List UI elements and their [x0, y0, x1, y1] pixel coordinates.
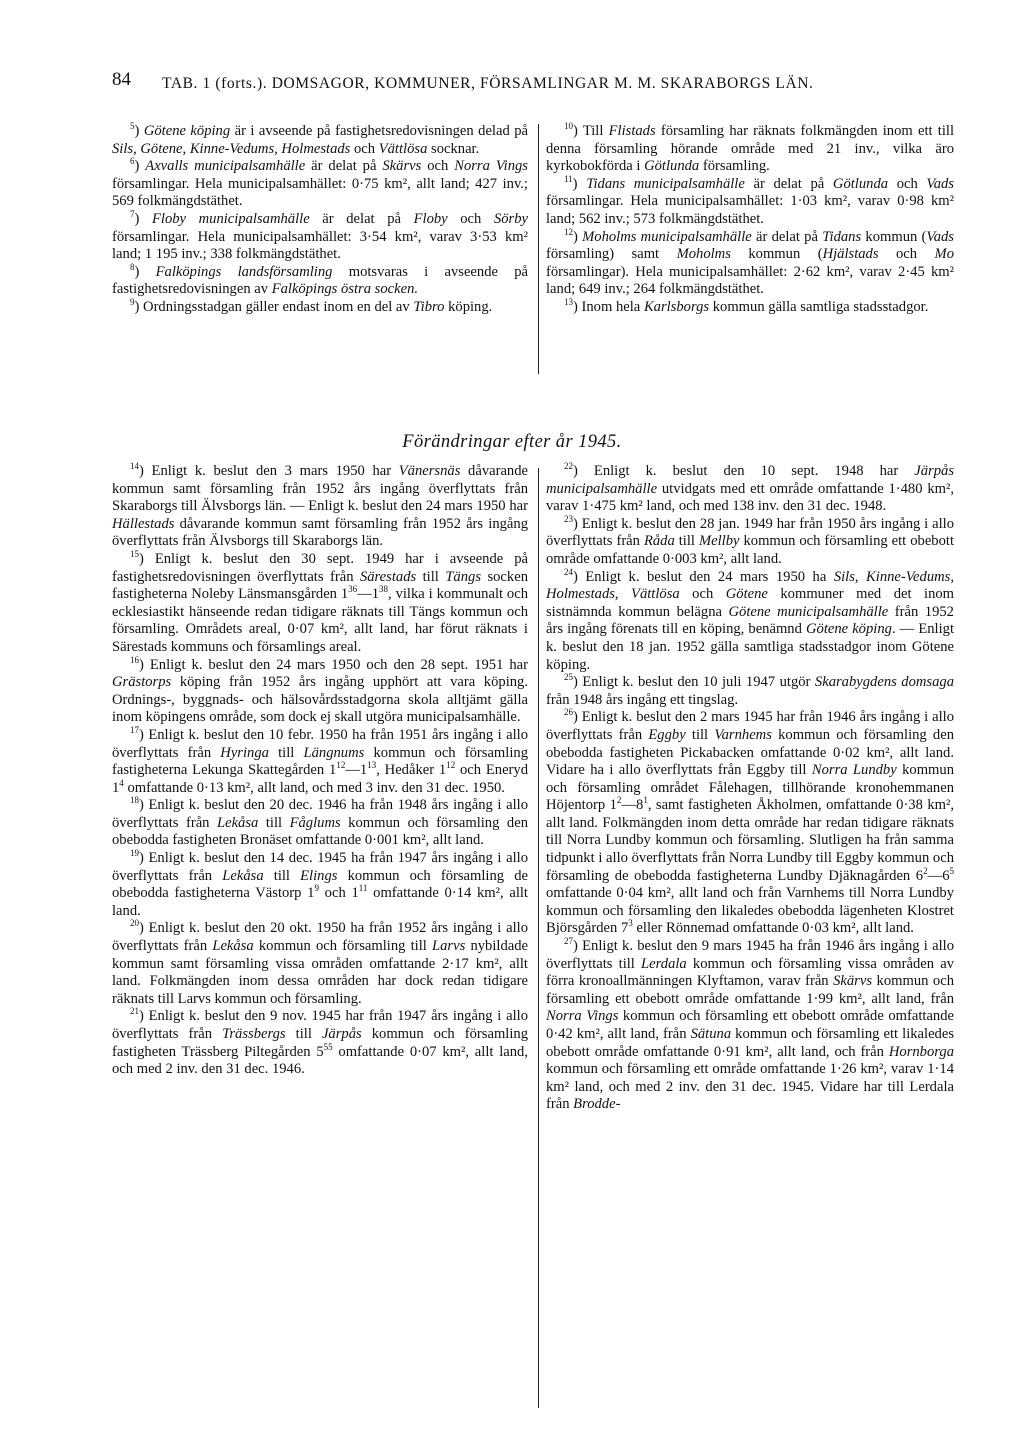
footnote-10: $^{10}$) Till Flistads församling har räknats folkmängden inom ett till denna församling hörande område med 21 inv., vilka äro kyrkobokförda i Götlunda församling.: [546, 121, 954, 175]
footnote-18: $^{18}$) Enligt k. beslut den 20 dec. 1946 ha från 1948 års ingång i allo överflyttats från Lekåsa till Fåglums kommun och församling den obebodda fastigheten Bronäset omfattande 0·001 km², allt land.: [112, 795, 528, 849]
page-header: [112, 69, 932, 99]
footnote-21: $^{21}$) Enligt k. beslut den 9 nov. 1945 har från 1947 års ingång i allo överflyttats från Trässbergs till Järpås kommun och församling fastigheten Trässberg Piltegården 5$^{55}$ omfattande 0·07 km², allt land, och med 2 inv. den 31 dec. 1946.: [112, 1006, 529, 1078]
footnote-19: $^{19}$) Enligt k. beslut den 14 dec. 1945 ha från 1947 års ingång i allo överflyttats från Lekåsa till Elings kommun och församling de obebodda fastigheterna Västorp 1$^9$ och 1$^{11}$ omfattande 0·14 km², allt land.: [112, 848, 528, 919]
footnote-14: $^{14}$) Enligt k. beslut den 3 mars 1950 har Vänersnäs dåvarande kommun samt församling från 1952 års ingång överflyttats från Skaraborgs till Älvsborgs län. — Enligt k. beslut den 24 mars 1950 har Hällestads dåvarande kommun samt församling från 1952 års ingång överflyttats från Älvsborgs till Skaraborgs län.: [112, 461, 528, 550]
footnote-24: $^{24}$) Enligt k. beslut den 24 mars 1950 ha Sils, Kinne-Vedums, Holmestads, Vättlösa och Götene kommuner med det inom sistnämnda kommun belägna Götene municipalsamhälle från 1952 års ingång förenats till en köping, benämnd Götene köping. — Enligt k. beslut den 18 jan. 1952 gälla samtliga stadsstadgor inom Götene köping.: [546, 566, 955, 673]
footnote-9: $^9$) Ordningsstadgan gäller endast inom en del av Tibro köping.: [130, 297, 493, 315]
footnote-26: $^{26}$) Enligt k. beslut den 2 mars 1945 har från 1946 års ingång i allo överflyttats från Eggby till Varnhems kommun och församling den obebodda fastigheten Pickabacken omfattande 0·02 km², allt land. Vidare ha i allo överflyttats från Eggby till Norra Lundby kommun och församling området Fålehagen, tillhörande kronohemmanen Höjentorp 1$^2$—8$^1$, samt fastigheten Åkholmen, omfattande 0·38 km², allt land. Folkmängden inom detta område har redan tidigare räknats till Norra Lundby kommun och församling. Slutligen ha från samma tidpunkt i allo överflyttats från Norra Lundby till Eggby kommun och församling de obebodda fastigheterna Lundby Djäknagården 6$^2$—6$^5$ omfattande 0·04 km², allt land och från Varnhems till Norra Lundby kommun och församling den likaledes obebodda lägenheten Klostret Björsgården 7$^3$ eller Rönnemad omfattande 0·03 km², allt land.: [546, 707, 955, 937]
page-title: TAB. 1 (forts.). DOMSAGOR, KOMMUNER, FÖRSAMLINGAR M. M. SKARABORGS LÄN.: [162, 75, 814, 92]
footnote-8: $^8$) Falköpings landsförsamling motsvaras i avseende på fastighetsredovisningen av Falköpings östra socken.: [112, 261, 529, 298]
footnote-25: $^{25}$) Enligt k. beslut den 10 juli 1947 utgör Skarabygdens domsaga från 1948 års ingång ett tingslag.: [546, 672, 954, 708]
footnote-27: $^{27}$) Enligt k. beslut den 9 mars 1945 ha från 1946 års ingång i allo överflyttats till Lerdala kommun och församling vissa områden av förra kronoallmänningen Klyftamon, varav från Skärvs kommun och församling ett obebott område omfattande 1·99 km², allt land, från Norra Vings kommun och församling ett obebott område omfattande 0·42 km², allt land, från Sätuna kommun och församling ett likaledes obebott område omfattande 0·91 km², allt land, och från Hornborga kommun och församling ett område omfattande 1·26 km², varav 1·14 km² land, och med 2 inv. den 31 dec. 1945. Vidare har till Lerdala från Brodde-: [546, 936, 955, 1113]
footnote-16: $^{16}$) Enligt k. beslut den 24 mars 1950 och den 28 sept. 1951 har Grästorps köping från 1952 års ingång upphört att vara köping. Ordnings-, byggnads- och hälsovårdsstadgorna skola alltjämt gälla inom köpingens område, som dock ej skall utgöra municipalsamhälle.: [112, 654, 528, 726]
footnote-15: $^{15}$) Enligt k. beslut den 30 sept. 1949 har i avseende på fastighetsredovisningen överflyttats från Särestads till Tängs socken fastigheterna Noleby Länsmansgården 1$^{36}$—1$^{38}$, vilka i kommunalt och ecklesiastikt hänseende redan tidigare räknats till Tängs kommun och församling. Områdets areal, 0·07 km², allt land, har förut räknats i Särestads kommuns och församlings areal.: [112, 549, 529, 655]
section-title: Förändringar efter år 1945.: [402, 432, 622, 452]
footnote-12: $^{12}$) Moholms municipalsamhälle är delat på Tidans kommun (Vads församling) samt Moholms kommun (Hjälstads och Mo församlingar). Hela municipalsamhället: 2·62 km², varav 2·45 km² land; 649 inv.; 264 folkmängdstäthet.: [546, 226, 954, 298]
footnote-23: $^{23}$) Enligt k. beslut den 28 jan. 1949 har från 1950 års ingång i allo överflyttats från Råda till Mellby kommun och församling ett obebott område omfattande 0·003 km², allt land.: [546, 513, 955, 567]
footnote-20: $^{20}$) Enligt k. beslut den 20 okt. 1950 ha från 1952 års ingång i allo överflyttats från Lekåsa kommun och församling till Larvs nybildade kommun samt församling vissa områden omfattande 2·17 km², allt land. Folkmängden inom dessa områden har dock redan tidigare räknats till Larvs kommun och församling.: [112, 918, 528, 1007]
footnote-17: $^{17}$) Enligt k. beslut den 10 febr. 1950 ha från 1951 års ingång i allo överflyttats från Hyringa till Längnums kommun och församling fastigheterna Lekunga Skattegården 1$^{12}$—1$^{13}$, Hedåker 1$^{12}$ och Eneryd 1$^4$ omfattande 0·13 km², allt land, och med 3 inv. den 31 dec. 1950.: [112, 725, 529, 796]
footnote-5: $^5$) Götene köping är i avseende på fastighetsredovisningen delad på Sils, Götene, Kinne-Vedums, Holmestads och Vättlösa socknar.: [112, 121, 528, 157]
footnote-6: $^6$) Axvalls municipalsamhälle är delat på Skärvs och Norra Vings församlingar. Hela municipalsamhället: 0·75 km², allt land; 427 inv.; 569 folkmängdstäthet.: [112, 156, 528, 210]
column-divider-top: [538, 124, 539, 374]
footnote-22: $^{22}$) Enligt k. beslut den 10 sept. 1948 har Järpås municipalsamhälle utvidgats med ett område omfattande 1·480 km², varav 1·475 km² land, och med 138 inv. den 31 dec. 1948.: [546, 461, 954, 515]
footnote-13: $^{13}$) Inom hela Karlsborgs kommun gälla samtliga stadsstadgor.: [564, 297, 929, 315]
notes-top-right: [546, 123, 954, 317]
footnote-11: $^{11}$) Tidans municipalsamhälle är delat på Götlunda och Vads församlingar. Hela municipalsamhället: 1·03 km², varav 0·98 km² land; 562 inv.; 573 folkmängdstäthet.: [546, 173, 954, 227]
changes-left-column: [112, 463, 528, 1079]
column-divider-main: [538, 468, 539, 1408]
notes-top-left: [112, 123, 528, 317]
footnote-7: $^7$) Floby municipalsamhälle är delat på Floby och Sörby församlingar. Hela municipalsamhället: 3·54 km², varav 3·53 km² land; 1 195 inv.; 338 folkmängdstäthet.: [112, 209, 528, 263]
changes-right-column: [546, 463, 954, 1114]
page-number: 84: [112, 69, 131, 90]
